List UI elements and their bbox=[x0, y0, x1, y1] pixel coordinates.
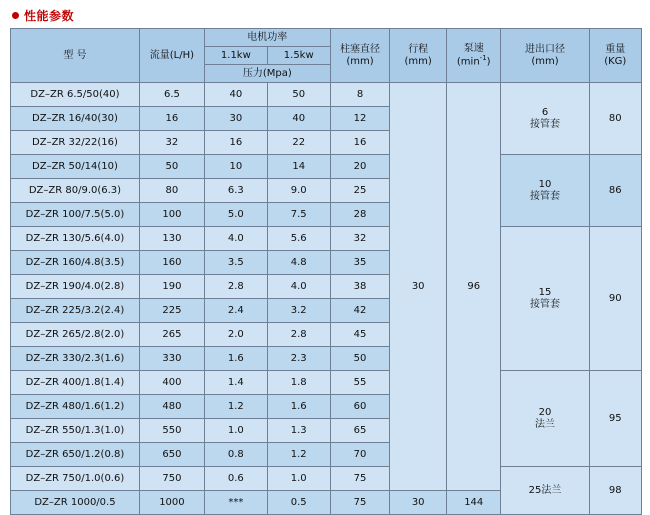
header-inlet-outlet bbox=[501, 29, 589, 83]
cell-piston-diameter: 75 bbox=[330, 467, 390, 491]
cell-model: DZ–ZR 650/1.2(0.8) bbox=[11, 443, 140, 467]
cell-power-1-1kw: 2.4 bbox=[204, 299, 267, 323]
cell-power-1-5kw: 1.8 bbox=[267, 371, 330, 395]
header-pressure: 压力(Mpa) bbox=[204, 65, 330, 83]
header-pump-speed-line1: 泵速 bbox=[463, 42, 484, 54]
cell-power-1-1kw: *** bbox=[204, 491, 267, 515]
cell-flow: 130 bbox=[139, 227, 204, 251]
header-row-1 bbox=[11, 29, 642, 47]
header-piston-diameter bbox=[330, 29, 390, 83]
cell-piston-diameter: 32 bbox=[330, 227, 390, 251]
header-piston-diameter-line2: (mm) bbox=[346, 55, 374, 67]
cell-piston-diameter: 42 bbox=[330, 299, 390, 323]
cell-power-1-1kw: 30 bbox=[204, 107, 267, 131]
table-row bbox=[11, 371, 642, 395]
cell-flow: 160 bbox=[139, 251, 204, 275]
cell-power-1-5kw: 0.5 bbox=[267, 491, 330, 515]
cell-model: DZ–ZR 1000/0.5 bbox=[11, 491, 140, 515]
cell-power-1-1kw: 2.0 bbox=[204, 323, 267, 347]
header-weight-line1: 重量 bbox=[605, 44, 626, 55]
inlet-outlet-type: 接管套 bbox=[530, 298, 560, 310]
cell-power-1-1kw: 1.6 bbox=[204, 347, 267, 371]
cell-piston-diameter: 12 bbox=[330, 107, 390, 131]
cell-power-1-5kw: 4.8 bbox=[267, 251, 330, 275]
cell-power-1-5kw: 14 bbox=[267, 155, 330, 179]
header-stroke-line2: (mm) bbox=[404, 55, 432, 67]
cell-model: DZ–ZR 6.5/50(40) bbox=[11, 83, 140, 107]
page-title bbox=[12, 6, 642, 24]
header-stroke-line1: 行程 bbox=[408, 44, 429, 55]
cell-model: DZ–ZR 400/1.8(1.4) bbox=[11, 371, 140, 395]
cell-weight-group: 95 bbox=[589, 371, 641, 467]
cell-piston-diameter: 70 bbox=[330, 443, 390, 467]
cell-power-1-1kw: 5.0 bbox=[204, 203, 267, 227]
cell-power-1-5kw: 1.3 bbox=[267, 419, 330, 443]
cell-flow: 265 bbox=[139, 323, 204, 347]
cell-model: DZ–ZR 550/1.3(1.0) bbox=[11, 419, 140, 443]
cell-power-1-1kw: 40 bbox=[204, 83, 267, 107]
cell-piston-diameter: 38 bbox=[330, 275, 390, 299]
cell-flow: 16 bbox=[139, 107, 204, 131]
cell-model: DZ–ZR 50/14(10) bbox=[11, 155, 140, 179]
inlet-outlet-size: 20 bbox=[538, 407, 552, 418]
cell-flow: 100 bbox=[139, 203, 204, 227]
cell-model: DZ–ZR 160/4.8(3.5) bbox=[11, 251, 140, 275]
cell-power-1-5kw: 5.6 bbox=[267, 227, 330, 251]
header-weight bbox=[589, 29, 641, 83]
cell-power-1-1kw: 1.2 bbox=[204, 395, 267, 419]
cell-model: DZ–ZR 80/9.0(6.3) bbox=[11, 179, 140, 203]
cell-power-1-1kw: 1.0 bbox=[204, 419, 267, 443]
header-weight-line2: (KG) bbox=[604, 55, 627, 67]
cell-model: DZ–ZR 130/5.6(4.0) bbox=[11, 227, 140, 251]
header-flow: 流量(L/H) bbox=[139, 29, 204, 83]
performance-parameters-table bbox=[10, 28, 642, 515]
cell-power-1-1kw: 0.6 bbox=[204, 467, 267, 491]
cell-piston-diameter: 35 bbox=[330, 251, 390, 275]
cell-model: DZ–ZR 225/3.2(2.4) bbox=[11, 299, 140, 323]
cell-model: DZ–ZR 330/2.3(1.6) bbox=[11, 347, 140, 371]
cell-model: DZ–ZR 480/1.6(1.2) bbox=[11, 395, 140, 419]
cell-model: DZ–ZR 100/7.5(5.0) bbox=[11, 203, 140, 227]
cell-model: DZ–ZR 32/22(16) bbox=[11, 131, 140, 155]
cell-inlet-outlet-group: 25法兰 bbox=[501, 467, 589, 515]
header-inlet-outlet-line2: (mm) bbox=[531, 55, 559, 67]
header-model: 型 号 bbox=[11, 29, 140, 83]
header-pump-speed bbox=[446, 29, 501, 83]
header-inlet-outlet-line1: 进出口径 bbox=[525, 44, 565, 55]
cell-piston-diameter: 20 bbox=[330, 155, 390, 179]
cell-flow: 50 bbox=[139, 155, 204, 179]
cell-power-1-5kw: 1.6 bbox=[267, 395, 330, 419]
cell-piston-diameter: 50 bbox=[330, 347, 390, 371]
header-stroke bbox=[390, 29, 447, 83]
inlet-outlet-size: 15 bbox=[538, 287, 552, 298]
table-row bbox=[11, 83, 642, 107]
cell-inlet-outlet-group bbox=[501, 227, 589, 371]
table-row bbox=[11, 227, 642, 251]
cell-flow: 32 bbox=[139, 131, 204, 155]
bullet-icon bbox=[12, 12, 19, 19]
inlet-outlet-type: 法兰 bbox=[535, 418, 555, 430]
cell-piston-diameter: 65 bbox=[330, 419, 390, 443]
inlet-outlet-type: 接管套 bbox=[530, 118, 560, 130]
cell-flow: 750 bbox=[139, 467, 204, 491]
cell-weight-group: 86 bbox=[589, 155, 641, 227]
cell-model: DZ–ZR 265/2.8(2.0) bbox=[11, 323, 140, 347]
cell-weight-group: 98 bbox=[589, 467, 641, 515]
table-row bbox=[11, 155, 642, 179]
page-title-text: 性能参数 bbox=[24, 8, 75, 23]
cell-piston-diameter: 16 bbox=[330, 131, 390, 155]
cell-weight-group: 90 bbox=[589, 227, 641, 371]
cell-model: DZ–ZR 750/1.0(0.6) bbox=[11, 467, 140, 491]
header-motor-power: 电机功率 bbox=[204, 29, 330, 47]
cell-flow: 330 bbox=[139, 347, 204, 371]
cell-power-1-1kw: 1.4 bbox=[204, 371, 267, 395]
cell-power-1-5kw: 2.3 bbox=[267, 347, 330, 371]
cell-power-1-1kw: 10 bbox=[204, 155, 267, 179]
cell-power-1-1kw: 0.8 bbox=[204, 443, 267, 467]
cell-pump-speed-merged: 96 bbox=[446, 83, 501, 491]
table-row bbox=[11, 467, 642, 491]
cell-power-1-5kw: 7.5 bbox=[267, 203, 330, 227]
cell-flow: 80 bbox=[139, 179, 204, 203]
cell-inlet-outlet-group bbox=[501, 371, 589, 467]
cell-flow: 480 bbox=[139, 395, 204, 419]
header-pump-speed-line2 bbox=[447, 54, 501, 68]
table-body bbox=[11, 83, 642, 515]
cell-power-1-5kw: 2.8 bbox=[267, 323, 330, 347]
cell-power-1-5kw: 50 bbox=[267, 83, 330, 107]
cell-flow: 190 bbox=[139, 275, 204, 299]
cell-power-1-5kw: 3.2 bbox=[267, 299, 330, 323]
cell-piston-diameter: 55 bbox=[330, 371, 390, 395]
header-pump-speed-unit: (min bbox=[456, 56, 480, 68]
cell-stroke-last: 30 bbox=[390, 491, 447, 515]
cell-power-1-1kw: 16 bbox=[204, 131, 267, 155]
header-pump-speed-exponent: -1 bbox=[479, 54, 487, 63]
cell-piston-diameter: 45 bbox=[330, 323, 390, 347]
cell-flow: 1000 bbox=[139, 491, 204, 515]
cell-power-1-1kw: 6.3 bbox=[204, 179, 267, 203]
cell-pump-speed-last: 144 bbox=[446, 491, 501, 515]
cell-model: DZ–ZR 16/40(30) bbox=[11, 107, 140, 131]
cell-power-1-1kw: 3.5 bbox=[204, 251, 267, 275]
cell-inlet-outlet-group bbox=[501, 83, 589, 155]
cell-piston-diameter: 8 bbox=[330, 83, 390, 107]
cell-flow: 6.5 bbox=[139, 83, 204, 107]
cell-inlet-outlet-group bbox=[501, 155, 589, 227]
cell-weight-group: 80 bbox=[589, 83, 641, 155]
inlet-outlet-size: 6 bbox=[541, 107, 549, 118]
cell-flow: 225 bbox=[139, 299, 204, 323]
cell-power-1-5kw: 1.2 bbox=[267, 443, 330, 467]
cell-model: DZ–ZR 190/4.0(2.8) bbox=[11, 275, 140, 299]
header-power-1-1kw: 1.1kw bbox=[204, 47, 267, 65]
cell-piston-diameter: 28 bbox=[330, 203, 390, 227]
cell-power-1-1kw: 2.8 bbox=[204, 275, 267, 299]
cell-flow: 550 bbox=[139, 419, 204, 443]
cell-flow: 650 bbox=[139, 443, 204, 467]
header-pump-speed-paren: ) bbox=[486, 56, 491, 68]
cell-piston-diameter: 25 bbox=[330, 179, 390, 203]
cell-power-1-5kw: 4.0 bbox=[267, 275, 330, 299]
header-piston-diameter-line1: 柱塞直径 bbox=[340, 44, 381, 55]
inlet-outlet-size: 10 bbox=[538, 179, 552, 190]
cell-power-1-5kw: 40 bbox=[267, 107, 330, 131]
header-power-1-5kw: 1.5kw bbox=[267, 47, 330, 65]
cell-flow: 400 bbox=[139, 371, 204, 395]
cell-stroke-merged: 30 bbox=[390, 83, 447, 491]
cell-power-1-1kw: 4.0 bbox=[204, 227, 267, 251]
cell-piston-diameter: 75 bbox=[330, 491, 390, 515]
cell-power-1-5kw: 22 bbox=[267, 131, 330, 155]
cell-power-1-5kw: 9.0 bbox=[267, 179, 330, 203]
table-head bbox=[11, 29, 642, 83]
cell-piston-diameter: 60 bbox=[330, 395, 390, 419]
cell-power-1-5kw: 1.0 bbox=[267, 467, 330, 491]
inlet-outlet-type: 接管套 bbox=[530, 190, 560, 202]
